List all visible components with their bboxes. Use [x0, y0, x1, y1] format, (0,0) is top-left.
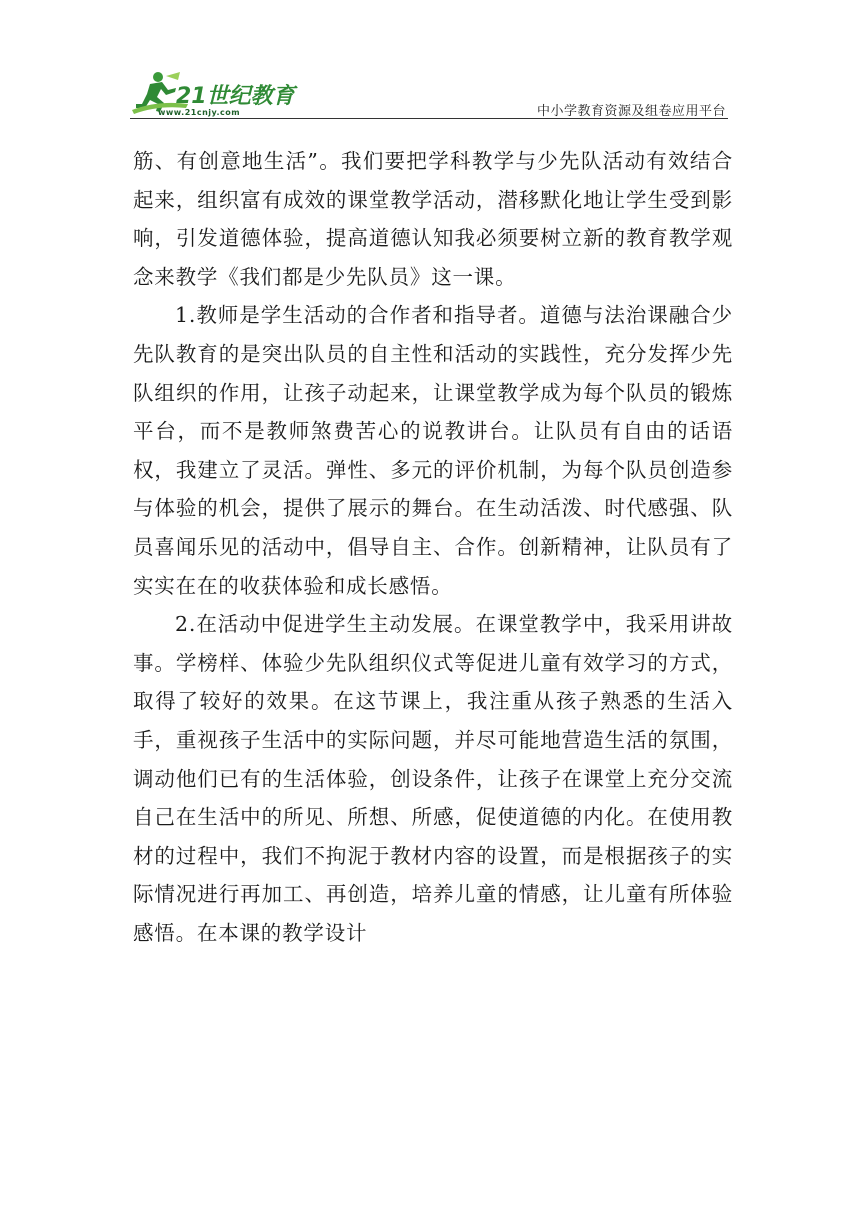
paragraph-point-2: 2.在活动中促进学生主动发展。在课堂教学中，我采用讲故事。学榜样、体验少先队组织仪式等促进儿童有效学习的方式，取得了较好的效果。在这节课上，我注重从孩子熟悉的生活入手，重视孩子生活中的实际问题，并尽可能地营造生活的氛围，调动他们已有的生活体验，创设条件，让孩子在课堂上充分交流自己在生活中的所见、所想、所感，促使道德的内化。在使用教材的过程中，我们不拘泥于教材内容的设置，而是根据孩子的实际情况进行再加工、再创造，培养儿童的情感，让儿童有所体验感悟。在本课的教学设计 [133, 612, 733, 945]
site-logo[interactable] [128, 70, 298, 118]
platform-name: 中小学教育资源及组卷应用平台 [536, 104, 726, 119]
paragraph-continuation: 筋、有创意地生活”。我们要把学科教学与少先队活动有效结合起来，组织富有成效的课堂教学活动，潜移默化地让学生受到影响，引发道德体验，提高道德认知我必须要树立新的教育教学观念来教学《我们都是少先队员》这一课。 [133, 149, 733, 289]
header-divider [130, 118, 728, 119]
running-figure-icon [128, 70, 298, 118]
logo-url-text: www.21cnjy.com [158, 108, 241, 117]
logo-text: 21世纪教育 [176, 84, 295, 109]
document-body [133, 142, 733, 952]
paragraph-point-1: 1.教师是学生活动的合作者和指导者。道德与法治课融合少先队教育的是突出队员的自主性和活动的实践性，充分发挥少先队组织的作用，让孩子动起来，让课堂教学成为每个队员的锻炼平台，而不是教师煞费苦心的说教讲台。让队员有自由的话语权，我建立了灵活。弹性、多元的评价机制，为每个队员创造参与体验的机会，提供了展示的舞台。在生动活泼、时代感强、队员喜闻乐见的活动中，倡导自主、合作。创新精神，让队员有了实实在在的收获体验和成长感悟。 [133, 303, 733, 598]
page-header [0, 0, 860, 122]
